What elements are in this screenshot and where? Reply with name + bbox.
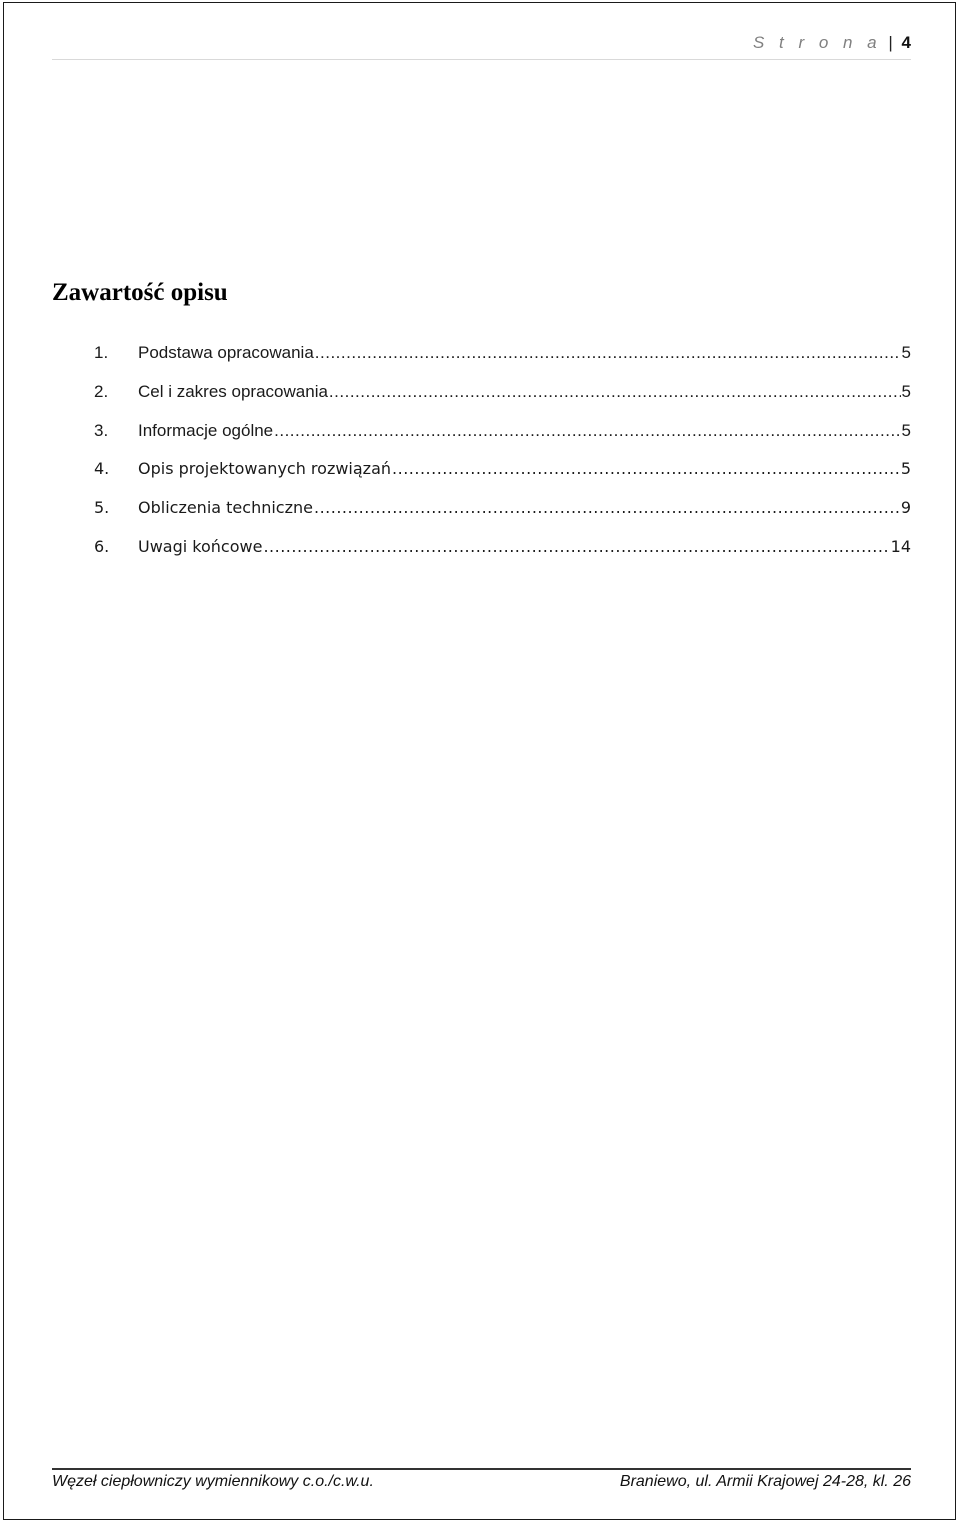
toc-item-number: 4. xyxy=(94,459,110,479)
document-page xyxy=(3,2,956,1520)
toc-item-page: 9 xyxy=(900,498,911,518)
page-header xyxy=(52,33,911,60)
toc-dot-leader xyxy=(392,459,900,478)
toc-item-number: 5. xyxy=(94,498,110,518)
toc-dot-leader xyxy=(315,343,901,363)
header-separator: | xyxy=(888,33,893,52)
toc-item-5[interactable] xyxy=(94,498,911,537)
toc-item-page: 5 xyxy=(901,381,911,401)
toc-dot-leader xyxy=(263,537,889,556)
toc-item-page: 5 xyxy=(901,420,911,440)
toc-item-1[interactable] xyxy=(94,343,911,382)
toc-item-4[interactable] xyxy=(94,459,911,498)
toc-title: Zawartość opisu xyxy=(52,279,228,306)
page-footer xyxy=(52,1468,911,1491)
toc-dot-leader xyxy=(314,498,900,517)
toc-list xyxy=(94,343,911,576)
toc-item-page: 5 xyxy=(900,459,911,479)
toc-item-6[interactable] xyxy=(94,537,911,576)
toc-item-2[interactable] xyxy=(94,382,911,421)
toc-item-page: 5 xyxy=(901,343,911,362)
page-label: S t r o n a xyxy=(752,33,882,52)
toc-item-page: 14 xyxy=(890,536,911,556)
footer-project-title: Węzeł ciepłowniczy wymiennikowy c.o./c.w.u. xyxy=(52,1473,374,1490)
toc-item-3[interactable] xyxy=(94,421,911,460)
toc-item-number: 1. xyxy=(94,343,109,362)
toc-item-text: Opis projektowanych rozwiązań xyxy=(138,459,392,479)
footer-address: Braniewo, ul. Armii Krajowej 24-28, kl. 26 xyxy=(619,1473,911,1490)
toc-item-text: Podstawa opracowania xyxy=(138,343,314,362)
toc-dot-leader xyxy=(274,421,900,441)
toc-item-text: Uwagi końcowe xyxy=(138,536,263,556)
toc-item-text: Informacje ogólne xyxy=(138,420,274,440)
toc-item-number: 3. xyxy=(94,420,109,440)
toc-item-number: 2. xyxy=(94,381,109,401)
toc-item-text: Cel i zakres opracowania xyxy=(138,381,328,401)
page-number: 4 xyxy=(901,33,911,52)
toc-item-text: Obliczenia techniczne xyxy=(138,498,313,518)
toc-dot-leader xyxy=(329,382,901,402)
toc-item-number: 6. xyxy=(94,536,110,556)
